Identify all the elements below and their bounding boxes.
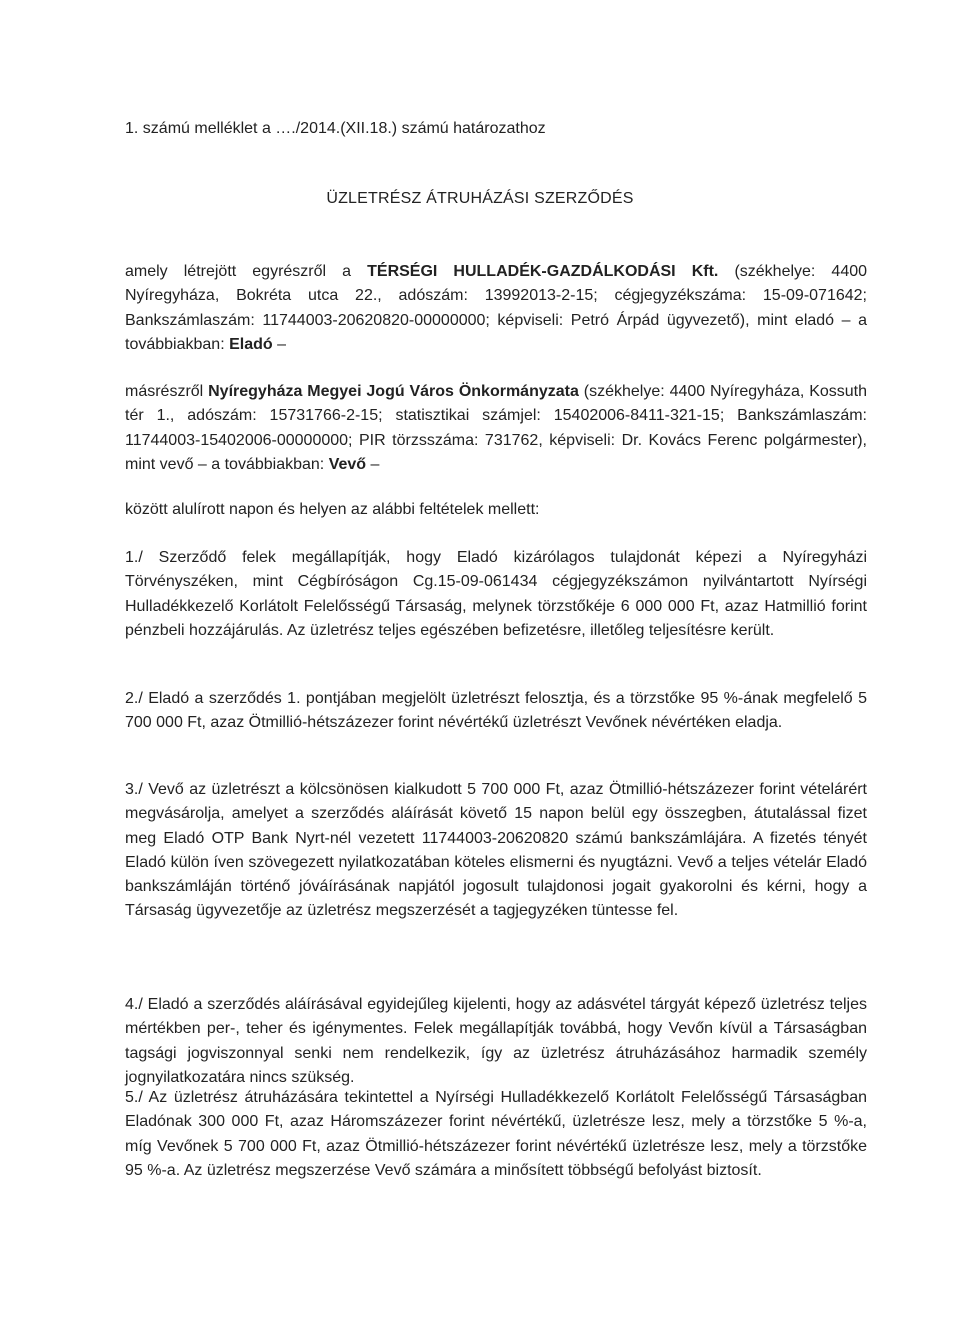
clause-5: 5./ Az üzletrész átruházására tekintettel a Nyírségi Hulladékkezelő Korlátolt Felelősségű Társaságban Eladónak 300 000 Ft, azaz Háromszázezer forint névértékű, üzletrésze lesz, mely a törzstőke 5 %-a, míg Vevőnek 5 700 000 Ft, azaz Ötmillió-hétszázezer forint névértékű üzletrésze lesz, mely a törzstőke 95 %-a. Az üzletrész megszerzése Vevő számára a minősített többségű befolyást biztosít. (125, 1089, 867, 1179)
annex-reference: 1. számú melléklet a …./2014.(XII.18.) számú határozathoz (125, 120, 546, 137)
buyer-name: Nyíregyháza Megyei Jogú Város Önkormányzata (208, 383, 579, 400)
clause-3: 3./ Vevő az üzletrészt a kölcsönösen kialkudott 5 700 000 Ft, azaz Ötmillió-hétszázezer forint vételárért megvásárolja, amelyet a szerződés aláírását követő 15 napon belül egy összegben, átutalással fizet meg Eladó OTP Bank Nyrt-nél vezetett 11744003-20620820 számú bankszámlájára. A fizetés tényét Eladó külön íven szövegezett nyilatkozatában köteles elismerni és nyugtázni. Vevő a teljes vételár Eladó bankszámláján történő jóváírásának napjától jogosult tulajdonosi jogait gyakorolni és kérni, hogy a Társaság ügyvezetője az üzletrész megszerzését a tagjegyzéken tüntesse fel. (125, 781, 867, 920)
buyer-dash: – (370, 455, 380, 473)
buyer-intro: másrészről (125, 383, 204, 400)
conditions-intro: között alulírott napon és helyen az alábbi feltételek mellett: (125, 501, 540, 518)
buyer-details: (székhelye: 4400 Nyíregyháza, Kossuth tér 1., adószám: 15731766-2-15; statisztikai számjel: 15402006-8411-321-15; Bankszámlaszám: 11744003-15402006-00000000; PIR törzsszáma: 731762, képviseli: Dr. Kovács Ferenc polgármester), mint vevő – a továbbiakban: (125, 383, 868, 473)
seller-short-name: Eladó (229, 335, 273, 353)
buyer-party-paragraph (125, 380, 867, 477)
seller-party-paragraph (125, 260, 867, 357)
clause-1: 1./ Szerződő felek megállapítják, hogy Eladó kizárólagos tulajdonát képezi a Nyíregyházi Törvényszéken, mint Cégbíróságon Cg.15-09-061434 cégjegyzékszámon nyilvántartott Nyírségi Hulladékkezelő Korlátolt Felelősségű Társaság, melynek törzstőkéje 6 000 000 Ft, azaz Hatmillió forint pénzbeli hozzájárulás. Az üzletrész teljes egészében befizetésre, illetőleg teljesítésre került. (125, 549, 867, 639)
document-title: ÜZLETRÉSZ ÁTRUHÁZÁSI SZERZŐDÉS (326, 190, 634, 207)
clause-4: 4./ Eladó a szerződés aláírásával egyidejűleg kijelenti, hogy az adásvétel tárgyát képező üzletrész teljes mértékben per-, teher és igénymentes. Felek megállapítják továbbá, hogy Vevőn kívül a Társaságban tagsági jogviszonnyal senki nem rendelkezik, így az üzletrész átruházásához harmadik személy jognyilatkozatára nincs szükség. (125, 996, 867, 1086)
seller-name: TÉRSÉGI HULLADÉK-GAZDÁLKODÁSI Kft. (367, 263, 719, 280)
seller-details: (székhelye: 4400 Nyíregyháza, Bokréta utca 22., adószám: 13992013-2-15; cégjegyzékszáma: 15-09-071642; Bankszámlaszám: 11744003-20620820-00000000; képviseli: Petró Árpád ügyvezető), mint eladó – a továbbiakban: (125, 263, 868, 353)
seller-intro: amely létrejött egyrészről a (125, 263, 352, 280)
seller-dash: – (277, 335, 287, 353)
buyer-short-name: Vevő (328, 455, 367, 473)
clause-2: 2./ Eladó a szerződés 1. pontjában megjelölt üzletrészt felosztja, és a törzstőke 95 %-ának megfelelő 5 700 000 Ft, azaz Ötmillió-hétszázezer forint névértékű üzletrészt Vevőnek névértéken eladja. (125, 690, 867, 732)
